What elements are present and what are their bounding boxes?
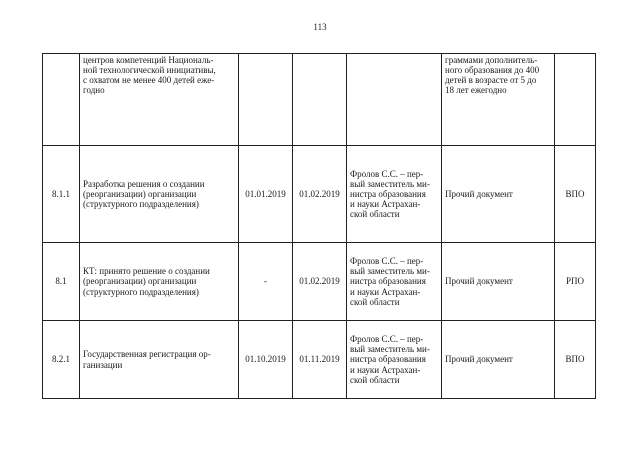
start-date-cell — [239, 54, 293, 146]
task-name-cell — [80, 321, 239, 399]
document-type: Прочий документ — [445, 354, 513, 365]
task-name: Разработка решения о создании (реорганизации) организации (структурного подразделения) — [83, 178, 205, 210]
level-cell: ВПО — [555, 321, 596, 399]
document-cell — [442, 54, 555, 146]
page-number: 113 — [313, 22, 327, 32]
plan-table — [42, 53, 596, 399]
document-cell — [442, 243, 555, 321]
document-type: граммами дополнитель- ного образования до 400 детей в возрасте от 5 до 18 лет ежегодно — [445, 55, 540, 96]
responsible-person: Фролов С.С. – пер- вый заместитель ми- нистра образования и науки Астрахан- ской области — [350, 334, 430, 385]
start-date-cell: - — [239, 243, 293, 321]
responsible-person: Фролов С.С. – пер- вый заместитель ми- нистра образования и науки Астрахан- ской области — [350, 256, 430, 307]
table-row — [43, 321, 596, 399]
table-row — [43, 146, 596, 243]
end-date-cell — [293, 54, 347, 146]
task-name-cell — [80, 146, 239, 243]
task-name: КТ: принято решение о создании (реорганизации) организации (структурного подразделения) — [83, 266, 210, 297]
row-number-cell: 8.2.1 — [43, 321, 80, 399]
table-row — [43, 243, 596, 321]
document-cell — [442, 146, 555, 243]
document-cell — [442, 321, 555, 399]
task-name: центров компетенций Националь- ной технологической инициативы, с охватом не менее 400 детей еже- годно — [83, 55, 216, 96]
document-type: Прочий документ — [445, 276, 513, 287]
row-number-cell: 8.1.1 — [43, 146, 80, 243]
start-date-cell: 01.01.2019 — [239, 146, 293, 243]
end-date-cell: 01.02.2019 — [293, 243, 347, 321]
responsible-cell — [347, 146, 442, 243]
level-cell — [555, 54, 596, 146]
responsible-person: Фролов С.С. – пер- вый заместитель ми- нистра образования и науки Астрахан- ской области — [350, 168, 430, 220]
task-name: Государственная регистрация ор- ганизации — [83, 349, 211, 370]
end-date-cell: 01.11.2019 — [293, 321, 347, 399]
end-date-cell: 01.02.2019 — [293, 146, 347, 243]
table-row — [43, 54, 596, 146]
task-name-cell — [80, 243, 239, 321]
row-number-cell: 8.1 — [43, 243, 80, 321]
responsible-cell — [347, 54, 442, 146]
responsible-cell — [347, 321, 442, 399]
start-date-cell: 01.10.2019 — [239, 321, 293, 399]
document-type: Прочий документ — [445, 188, 513, 199]
level-cell: ВПО — [555, 146, 596, 243]
task-name-cell — [80, 54, 239, 146]
responsible-cell — [347, 243, 442, 321]
level-cell: РПО — [555, 243, 596, 321]
row-number-cell — [43, 54, 80, 146]
